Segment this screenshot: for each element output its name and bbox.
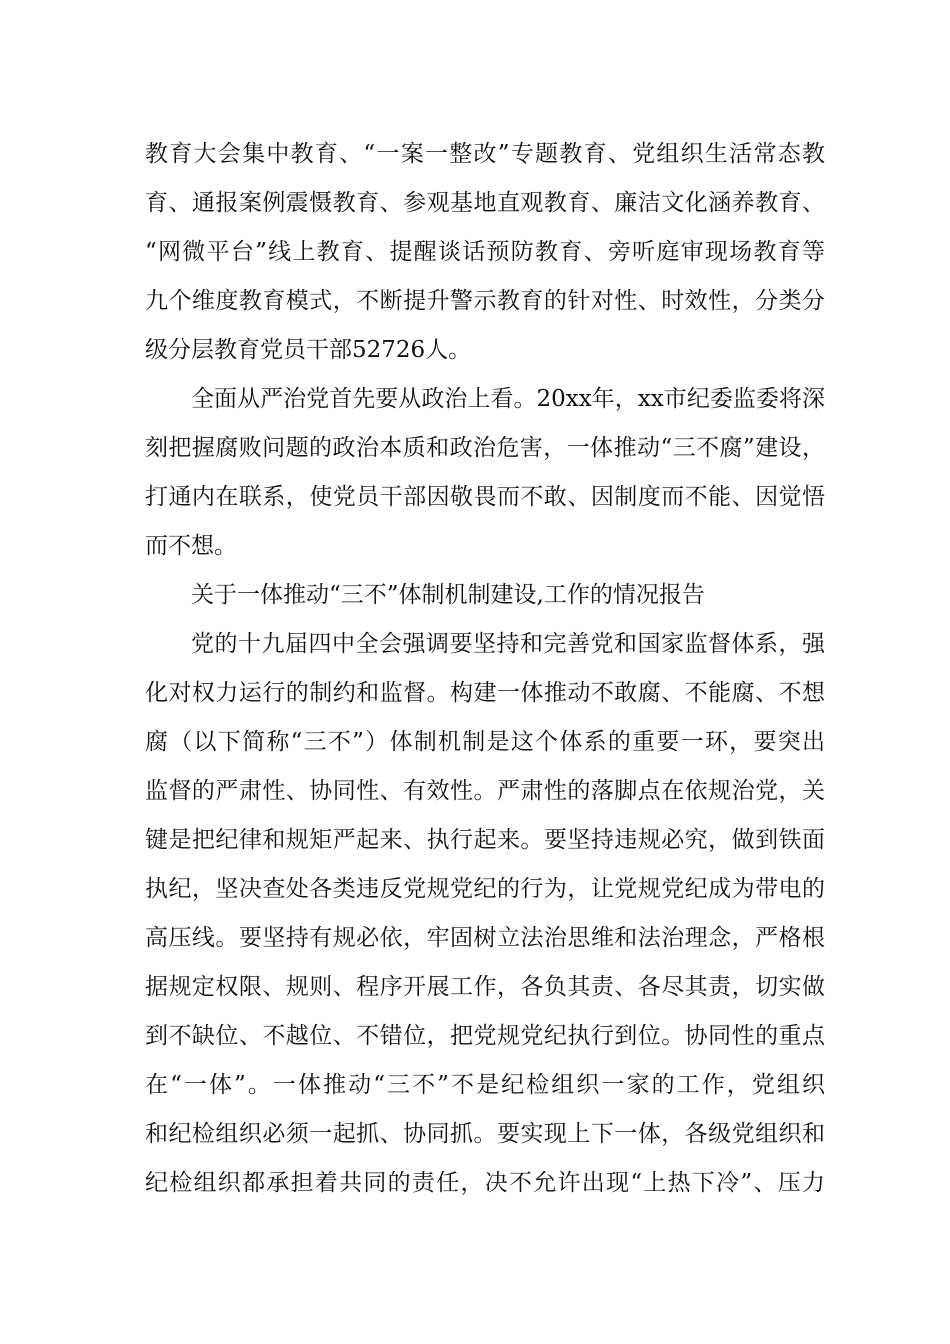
text-line: 在“一体”。一体推动“三不”不是纪检组织一家的工作，党组织 bbox=[145, 1072, 825, 1098]
text-line: 打通内在联系，使党员干部因敬畏而不敢、因制度而不能、因觉悟 bbox=[145, 484, 825, 510]
text-line: 腐（以下简称“三不”）体制机制是这个体系的重要一环，要突出 bbox=[145, 729, 825, 755]
paragraph-report bbox=[145, 620, 825, 1208]
text-line: 执纪，坚决查处各类违反党规党纪的行为，让党规党纪成为带电的 bbox=[145, 876, 825, 902]
section-heading bbox=[145, 571, 825, 620]
text-line: 刻把握腐败问题的政治本质和政治危害，一体推动“三不腐”建设， bbox=[145, 435, 825, 461]
text-line: 级分层教育党员干部52726人。 bbox=[145, 337, 472, 363]
text-line: 据规定权限、规则、程序开展工作，各负其责、各尽其责，切实做 bbox=[145, 974, 825, 1000]
text-line: “网微平台”线上教育、提醒谈话预防教育、旁听庭审现场教育等 bbox=[145, 239, 825, 265]
text-line: 高压线。要坚持有规必依，牢固树立法治思维和法治理念，严格根 bbox=[145, 925, 825, 951]
text-line: 化对权力运行的制约和监督。构建一体推动不敢腐、不能腐、不想 bbox=[145, 680, 825, 706]
text-line: 监督的严肃性、协同性、有效性。严肃性的落脚点在依规治党，关 bbox=[145, 778, 825, 804]
text-line: 育、通报案例震慑教育、参观基地直观教育、廉洁文化涵养教育、 bbox=[145, 190, 825, 216]
text-line: 全面从严治党首先要从政治上看。20xx年，xx市纪委监委将深 bbox=[191, 386, 825, 412]
text-line: 九个维度教育模式，不断提升警示教育的针对性、时效性，分类分 bbox=[145, 288, 825, 314]
heading-line: 关于一体推动“三不”体制机制建设,工作的情况报告 bbox=[191, 582, 705, 608]
text-line: 党的十九届四中全会强调要坚持和完善党和国家监督体系，强 bbox=[191, 631, 825, 657]
paragraph-political bbox=[145, 375, 825, 571]
text-line: 键是把纪律和规矩严起来、执行起来。要坚持违规必究，做到铁面 bbox=[145, 827, 825, 853]
text-line: 教育大会集中教育、“一案一整改”专题教育、党组织生活常态教 bbox=[145, 141, 825, 167]
text-line: 和纪检组织必须一起抓、协同抓。要实现上下一体，各级党组织和 bbox=[145, 1121, 825, 1147]
text-line: 而不想。 bbox=[145, 533, 237, 559]
paragraph-continuation bbox=[145, 130, 825, 375]
text-line: 纪检组织都承担着共同的责任，决不允许出现“上热下冷”、压力 bbox=[145, 1170, 825, 1196]
document-body bbox=[145, 130, 825, 1208]
text-line: 到不缺位、不越位、不错位，把党规党纪执行到位。协同性的重点 bbox=[145, 1023, 825, 1049]
